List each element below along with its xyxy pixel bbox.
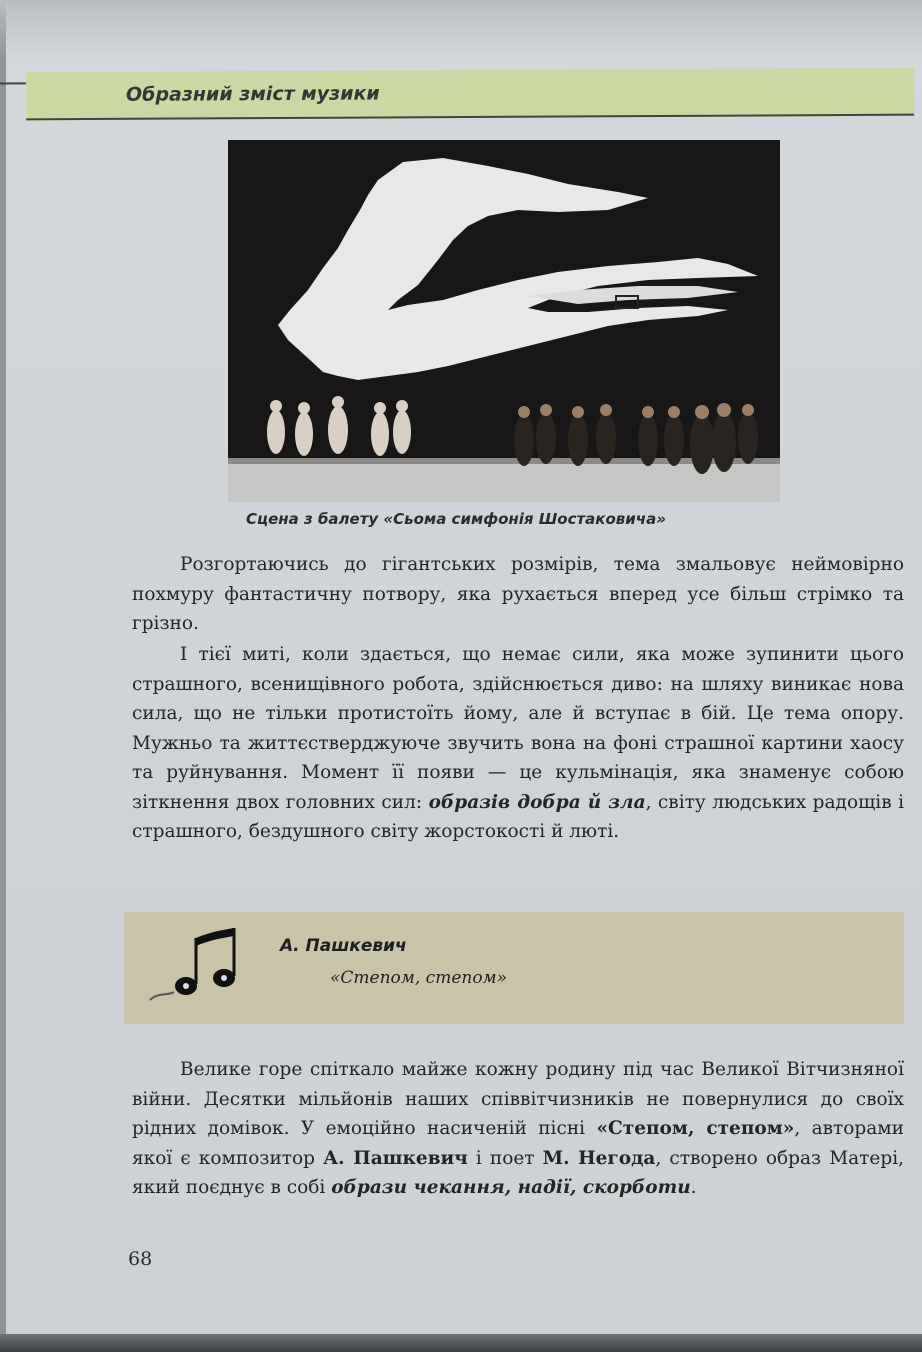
paragraph-2-text-a: І тієї миті, коли здається, що немає сили, яка може зупинити цього страшного, всенищівного робота, здійснюється диво: на шляху виникає нова сила, що не тільки протистоїть йому, але й вступає в бій. Це тема опору. Мужньо та життєстверджуюче звучить вона на фоні страшної картини хаосу та руйнування. Момент її появи — це кульмінація, яка знаменує собою зіткнення двох головних сил: [132,644,904,813]
listening-box [124,912,904,1024]
ballet-photo [228,140,780,502]
page-top-shadow [0,0,922,60]
paragraph-3-song: «Степом, степом» [596,1118,795,1139]
photo-caption: Сцена з балету «Сьома симфонія Шостаковича» [246,510,666,528]
section-title: Образний зміст музики [125,82,380,106]
page-bottom-edge [0,1334,922,1352]
paragraph-3-poet: М. Негода [542,1147,656,1169]
paragraph-3-text-b: , авторами якої є композитор [132,1118,904,1169]
paragraph-3-text-a: Велике горе спіткало майже кожну родину під час Великої Вітчизняної війни. Десятки мільйонів наших співвітчизників не повернулися до своїх рідних домівок. У емоційно насиченій пісні [132,1059,904,1139]
music-note-icon [144,922,254,1018]
paragraph-3-text-d: , створено образ Матері, який поєднує в собі [132,1147,904,1198]
paragraph-1: Розгортаючись до гігантських розмірів, тема змальовує неймовірно похмуру фантастичну потвору, яка рухається вперед усе більш стрімко та грізно. [132,554,904,634]
paragraph-2-text-b: , світу людських радощів і страшного, бездушного світу жорстокості й люті. [132,791,904,842]
paragraph-3-emphasis: образи чекання, надії, скорботи [331,1177,691,1198]
paragraph-2 [132,640,904,847]
paragraph-2-emphasis: образів добра й зла [428,791,646,813]
page-number: 68 [128,1248,153,1270]
paragraph-3-composer: А. Пашкевич [323,1147,468,1169]
listening-composer: А. Пашкевич [280,936,407,956]
paragraph-3-text-e: . [690,1177,697,1198]
paragraph-3 [132,1055,904,1203]
paragraph-3-text-c: і поет [467,1147,543,1169]
listening-song-title: «Степом, степом» [330,968,508,988]
section-header [26,68,914,121]
